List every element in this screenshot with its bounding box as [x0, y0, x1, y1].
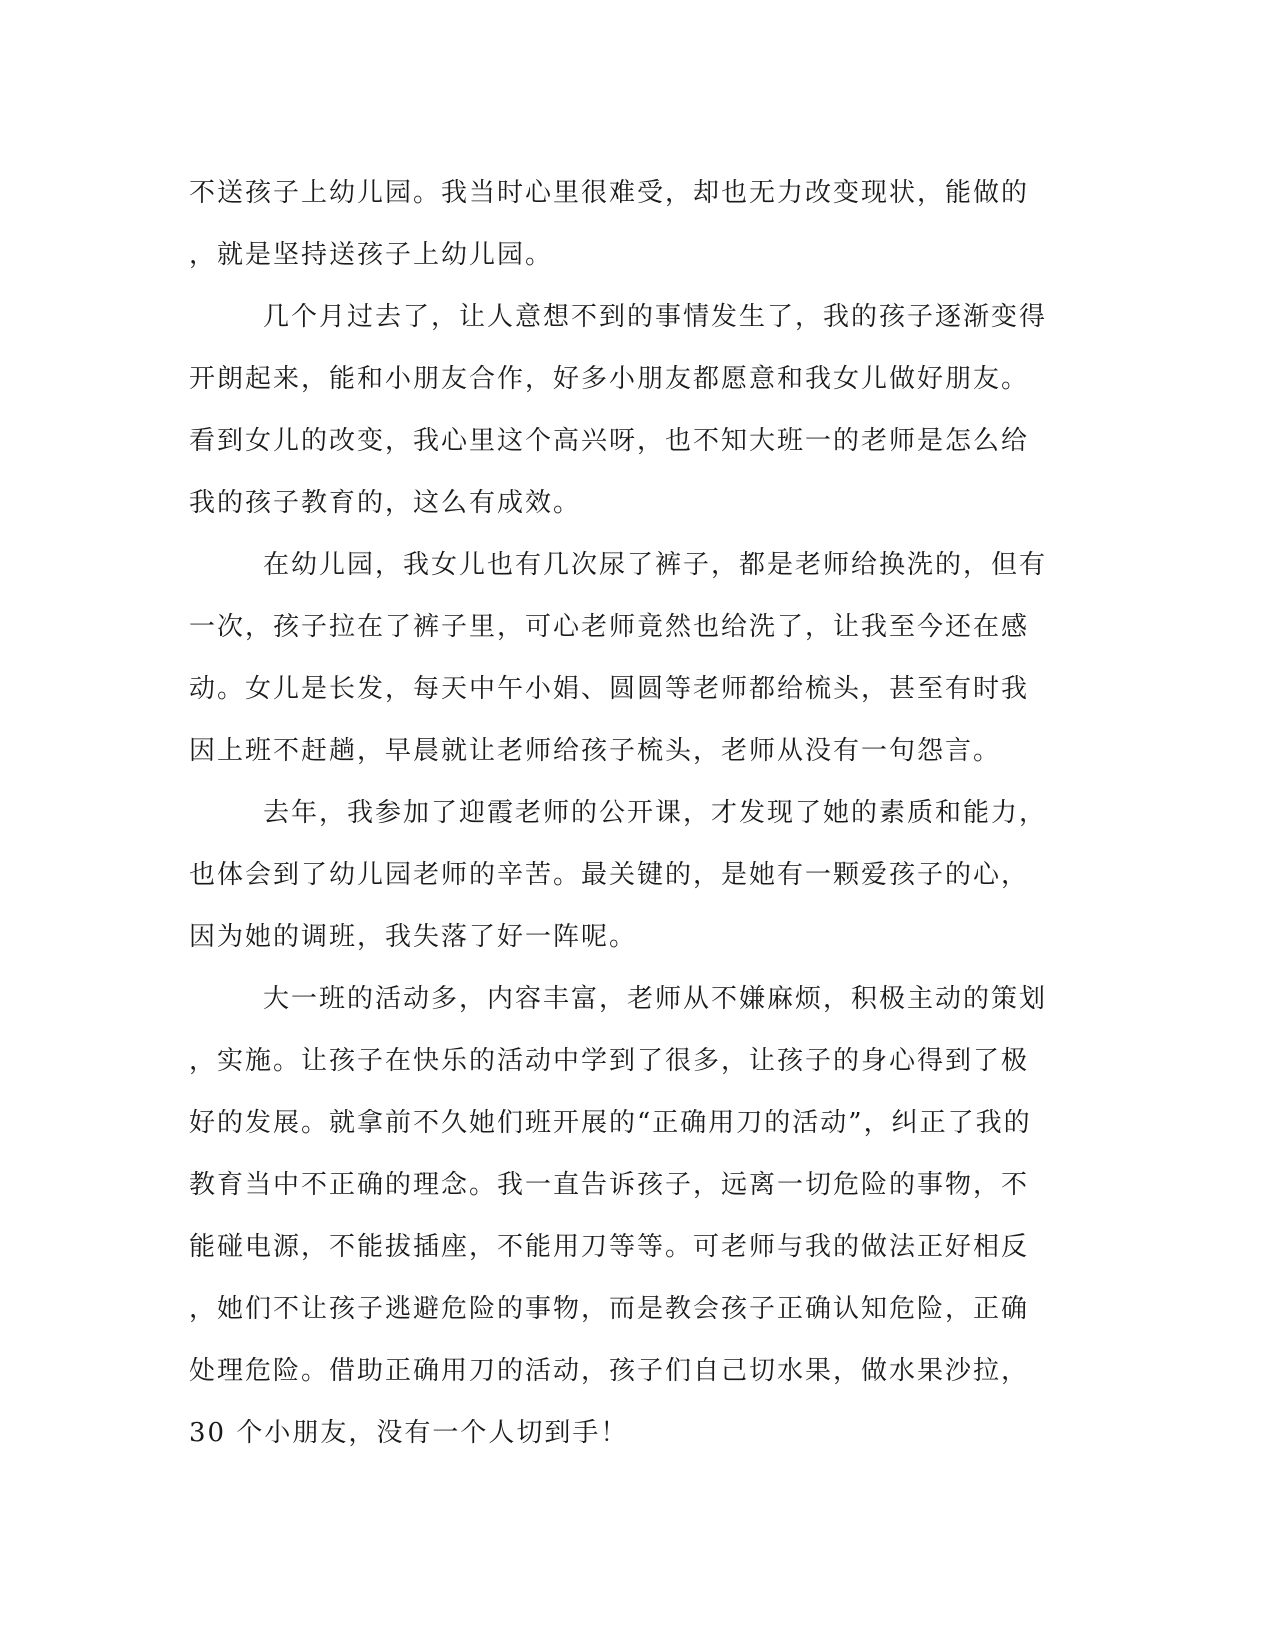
text-line: 处理危险。借助正确用刀的活动，孩子们自己切水果，做水果沙拉， [189, 1356, 1030, 1386]
text-line: 去年，我参加了迎霞老师的公开课，才发现了她的素质和能力， [263, 798, 1048, 828]
text-line: 几个月过去了，让人意想不到的事情发生了，我的孩子逐渐变得 [263, 302, 1048, 332]
text-line: 不送孩子上幼儿园。我当时心里很难受，却也无力改变现状，能做的 [189, 178, 1030, 208]
text-line: ，就是坚持送孩子上幼儿园。 [189, 240, 554, 270]
text-line: 我的孩子教育的，这么有成效。 [189, 488, 582, 518]
text-line: 动。女儿是长发，每天中午小娟、圆圆等老师都给梳头，甚至有时我 [189, 674, 1030, 704]
text-line: 好的发展。就拿前不久她们班开展的“正确用刀的活动”，纠正了我的 [189, 1108, 1032, 1138]
text-line: 也体会到了幼儿园老师的辛苦。最关键的，是她有一颗爱孩子的心， [189, 860, 1030, 890]
body-text [189, 162, 1089, 1464]
text-line: ，她们不让孩子逃避危险的事物，而是教会孩子正确认知危险，正确 [189, 1294, 1030, 1324]
text-line: 在幼儿园，我女儿也有几次尿了裤子，都是老师给换洗的，但有 [263, 550, 1048, 580]
text-line: ，实施。让孩子在快乐的活动中学到了很多，让孩子的身心得到了极 [189, 1046, 1030, 1076]
text-line: 教育当中不正确的理念。我一直告诉孩子，远离一切危险的事物，不 [189, 1170, 1030, 1200]
text-line: 因为她的调班，我失落了好一阵呢。 [189, 922, 638, 952]
text-line: 看到女儿的改变，我心里这个高兴呀，也不知大班一的老师是怎么给 [189, 426, 1030, 456]
text-line: 大一班的活动多，内容丰富，老师从不嫌麻烦，积极主动的策划 [263, 984, 1048, 1014]
text-line: 因上班不赶趟，早晨就让老师给孩子梳头，老师从没有一句怨言。 [189, 736, 1002, 766]
text-line: 能碰电源，不能拔插座，不能用刀等等。可老师与我的做法正好相反 [189, 1232, 1030, 1262]
text-line: 30 个小朋友，没有一个人切到手！ [189, 1418, 629, 1448]
text-line: 一次，孩子拉在了裤子里，可心老师竟然也给洗了，让我至今还在感 [189, 612, 1030, 642]
text-line: 开朗起来，能和小朋友合作，好多小朋友都愿意和我女儿做好朋友。 [189, 364, 1030, 394]
